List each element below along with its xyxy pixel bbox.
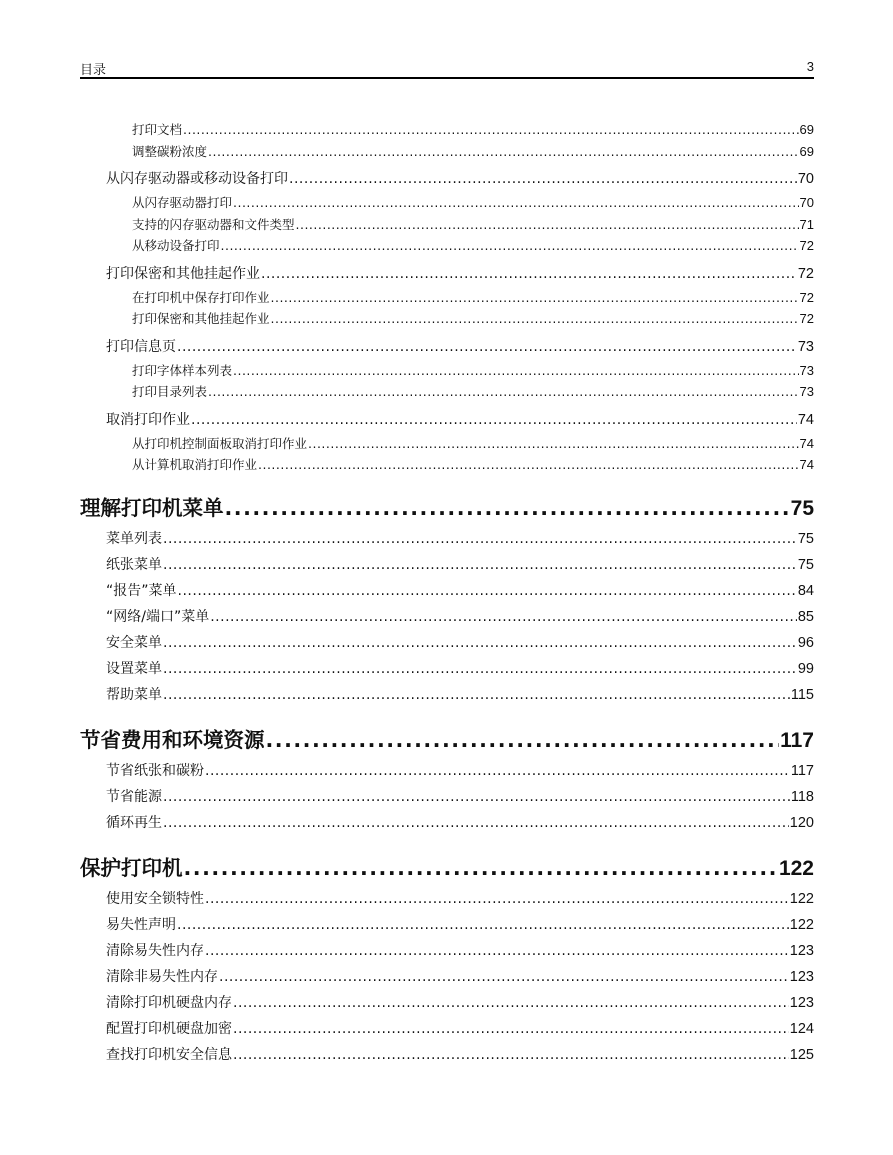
toc-entry-page-number: 69 [799,143,814,159]
toc-entry-page-number: 120 [789,814,814,831]
toc-entry-page-number: 69 [799,122,814,137]
toc-section-entry[interactable] [80,964,814,990]
dot-leader [205,758,790,784]
toc-entry-page-number: 73 [799,384,814,399]
toc-entry-title: 打印保密和其他挂起作业 [106,265,260,282]
toc-entry-title: 帮助菜单 [106,686,162,703]
dot-leader [296,214,799,236]
toc-entry-title: 节省费用和环境资源 [80,727,265,752]
toc-entry-page-number: 74 [799,457,814,472]
toc-subsection-entry[interactable] [80,141,814,163]
toc-entry-title: 调整碳粉浓度 [132,143,208,159]
toc-entry-page-number: 75 [790,496,814,520]
toc-entry-page-number: 123 [789,994,814,1011]
toc-entry-page-number: 122 [789,916,814,933]
toc-section-entry[interactable] [80,261,814,287]
dot-leader [233,990,789,1016]
toc-section-entry[interactable] [80,656,814,682]
toc-entry-page-number: 72 [799,238,814,253]
dot-leader [205,886,789,912]
toc-section-entry[interactable] [80,938,814,964]
toc-entry-page-number: 125 [789,1046,814,1063]
toc-subsection-entry[interactable] [80,381,814,403]
toc-section-entry[interactable] [80,682,814,708]
toc-subsection-entry[interactable] [80,192,814,214]
toc-entry-page-number: 71 [799,216,814,232]
toc-entry-title: 从打印机控制面板取消打印作业 [132,435,308,451]
toc-section-entry[interactable] [80,552,814,578]
toc-section-entry[interactable] [80,334,814,360]
toc-chapter-entry[interactable] [80,850,814,886]
toc-section-entry[interactable] [80,1016,814,1042]
toc-section-entry[interactable] [80,990,814,1016]
toc-entry-page-number: 74 [799,435,814,451]
toc-entry-title: 菜单列表 [106,530,162,547]
toc-entry-page-number: 117 [780,728,814,752]
toc-entry-title: 理解打印机菜单 [80,495,224,520]
dot-leader [178,578,797,604]
toc-entry-title: 查找打印机安全信息 [106,1046,232,1063]
dot-leader [163,630,797,656]
toc-entry-page-number: 73 [797,338,814,355]
toc-subsection-entry[interactable] [80,454,814,476]
toc-section-entry[interactable] [80,1042,814,1068]
dot-leader [208,141,799,163]
dot-leader [289,166,797,192]
toc-entry-title: 清除非易失性内存 [106,968,218,985]
toc-subsection-entry[interactable] [80,287,814,309]
toc-entry-page-number: 122 [789,890,814,907]
dot-leader [261,261,797,287]
toc-entry-title: “网络/端口”菜单 [106,608,210,625]
table-of-contents [80,119,814,1068]
toc-entry-title: 循环再生 [106,814,162,831]
section-title: 目录 [80,63,107,78]
toc-entry-title: 从闪存驱动器或移动设备打印 [106,171,288,187]
toc-entry-title: 打印信息页 [106,338,176,355]
toc-entry-title: 打印字体样本列表 [132,362,233,378]
toc-entry-title: 配置打印机硬盘加密 [106,1020,232,1037]
toc-entry-title: 易失性声明 [106,916,176,933]
toc-section-entry[interactable] [80,784,814,810]
dot-leader [163,656,797,682]
toc-entry-page-number: 72 [799,311,814,326]
dot-leader [163,682,790,708]
toc-section-entry[interactable] [80,758,814,784]
toc-entry-title: 清除易失性内存 [106,942,204,959]
toc-entry-page-number: 96 [797,634,814,651]
dot-leader [308,433,799,455]
toc-entry-page-number: 70 [799,195,814,210]
toc-subsection-entry[interactable] [80,235,814,257]
dot-leader [183,119,799,141]
dot-leader [233,1016,789,1042]
dot-leader [208,381,799,403]
toc-entry-title: 打印目录列表 [132,384,208,399]
toc-entry-page-number: 70 [797,171,814,187]
toc-entry-page-number: 75 [797,530,814,547]
dot-leader [233,1042,789,1068]
toc-entry-title: 从计算机取消打印作业 [132,457,258,472]
toc-entry-page-number: 118 [790,788,814,805]
toc-subsection-entry[interactable] [80,308,814,330]
toc-section-entry[interactable] [80,166,814,192]
toc-subsection-entry[interactable] [80,433,814,455]
dot-leader [177,334,797,360]
toc-entry-page-number: 72 [799,289,814,305]
toc-entry-page-number: 115 [790,686,814,703]
toc-entry-title: 打印保密和其他挂起作业 [132,311,270,326]
toc-entry-title: 设置菜单 [106,660,162,677]
toc-entry-title: 使用安全锁特性 [106,890,204,907]
toc-entry-title: 纸张菜单 [106,556,162,573]
dot-leader [271,287,799,309]
dot-leader [225,490,790,526]
dot-leader [191,407,797,433]
toc-subsection-entry[interactable] [80,119,814,141]
dot-leader [219,964,789,990]
toc-entry-title: 节省能源 [106,788,162,805]
page-number: 3 [806,59,814,74]
dot-leader [233,192,799,214]
page-header [80,58,814,79]
toc-entry-title: 取消打印作业 [106,411,190,428]
toc-entry-page-number: 84 [797,582,814,599]
toc-chapter-entry[interactable] [80,722,814,758]
toc-entry-page-number: 73 [799,362,814,378]
dot-leader [205,938,789,964]
toc-entry-title: “报告”菜单 [106,582,177,599]
toc-section-entry[interactable] [80,526,814,552]
toc-section-entry[interactable] [80,630,814,656]
toc-entry-page-number: 117 [790,762,814,779]
dot-leader [184,850,778,886]
toc-section-entry[interactable] [80,604,814,630]
toc-section-entry[interactable] [80,912,814,938]
dot-leader [266,722,780,758]
dot-leader [163,526,797,552]
toc-entry-page-number: 124 [789,1020,814,1037]
toc-section-entry[interactable] [80,810,814,836]
toc-entry-title: 支持的闪存驱动器和文件类型 [132,216,295,232]
toc-subsection-entry[interactable] [80,360,814,382]
toc-entry-title: 安全菜单 [106,634,162,651]
dot-leader [163,784,790,810]
dot-leader [163,552,797,578]
toc-section-entry[interactable] [80,886,814,912]
dot-leader [258,454,799,476]
toc-entry-title: 从移动设备打印 [132,238,220,253]
dot-leader [271,308,799,330]
dot-leader [177,912,789,938]
toc-entry-title: 打印文档 [132,122,183,137]
toc-entry-title: 在打印机中保存打印作业 [132,289,270,305]
dot-leader [210,604,797,630]
toc-entry-title: 从闪存驱动器打印 [132,195,233,210]
toc-entry-page-number: 99 [797,660,814,677]
toc-entry-title: 节省纸张和碳粉 [106,762,204,779]
toc-entry-page-number: 123 [789,968,814,985]
toc-entry-title: 保护打印机 [80,855,183,880]
toc-entry-page-number: 122 [778,856,814,880]
toc-chapter-entry[interactable] [80,490,814,526]
toc-entry-page-number: 85 [797,608,814,625]
toc-entry-page-number: 123 [789,942,814,959]
toc-entry-title: 清除打印机硬盘内存 [106,994,232,1011]
dot-leader [233,360,799,382]
toc-section-entry[interactable] [80,407,814,433]
toc-subsection-entry[interactable] [80,214,814,236]
dot-leader [163,810,789,836]
toc-entry-page-number: 74 [797,411,814,428]
toc-section-entry[interactable] [80,578,814,604]
dot-leader [221,235,799,257]
toc-entry-page-number: 75 [797,556,814,573]
toc-entry-page-number: 72 [797,265,814,282]
